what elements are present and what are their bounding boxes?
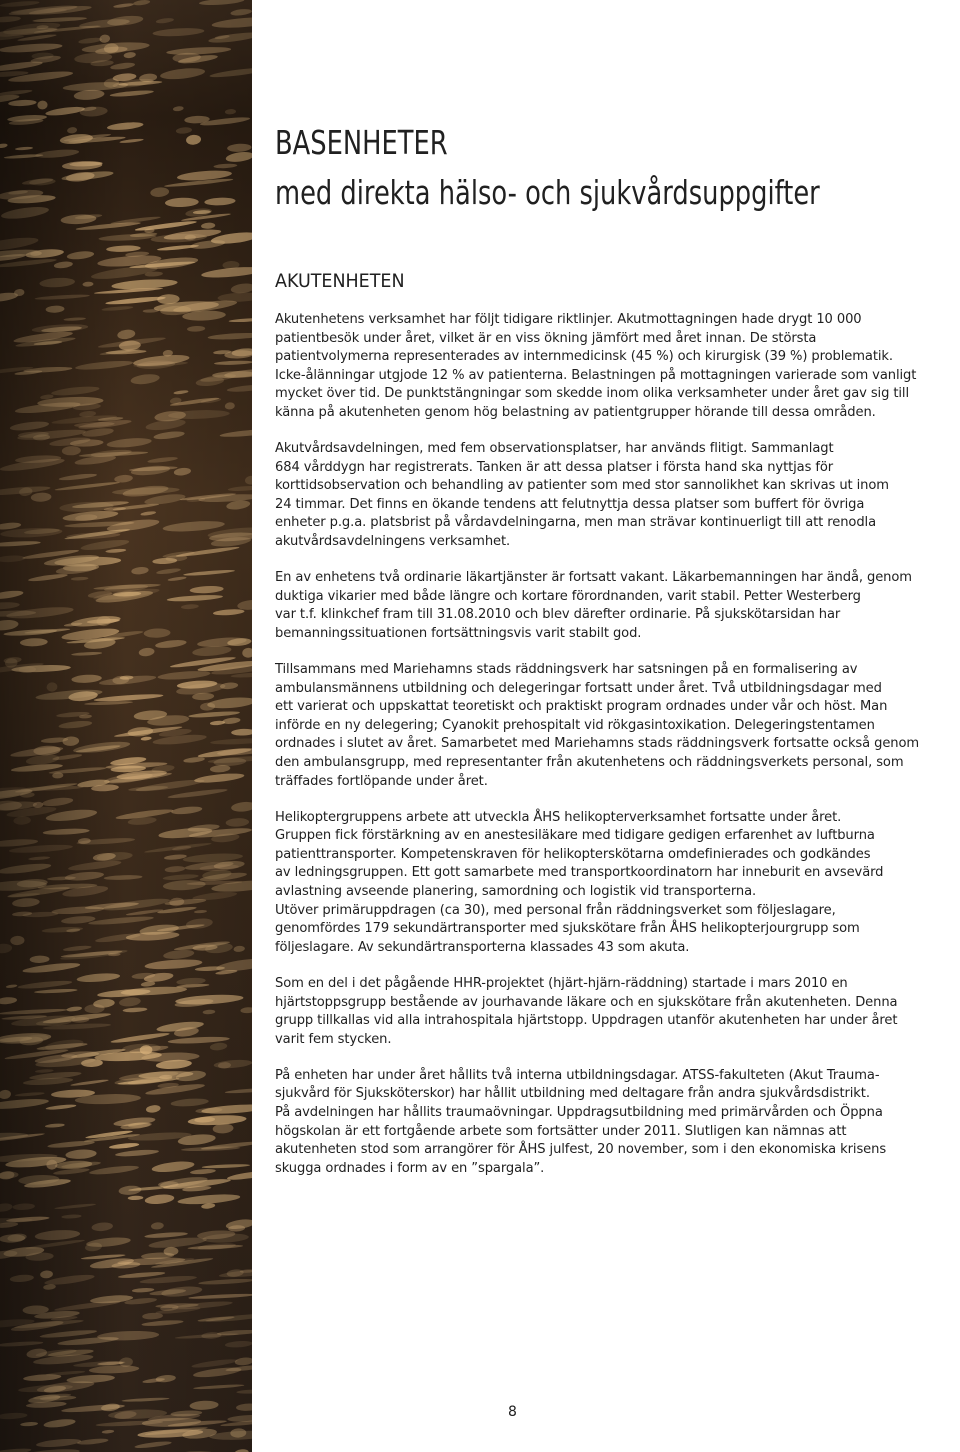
paragraph: Akutenhetens verksamhet har följt tidigare riktlinjer. Akutmottagningen hade drygt 10 000 patientbesök under året, vilket är en viss ökning jämfört med året innan. De största patientvolymerna representerades av internmedicinsk (45 %) och kirurgisk (39 %) problematik. Icke-ålänningar utgjode 12 % av patienterna. Belastningen på mottagningen varierade som vanligt mycket över tid. De punktstängningar som skedde inom olika verksamheter under året gav sig till känna på akutenheten genom hög belastning av patientgrupper hörande till dessa områden.	[275, 312, 917, 420]
title-line-1: BASENHETER	[275, 123, 448, 162]
page-title	[275, 118, 820, 218]
water-photo	[0, 0, 252, 1452]
title-line-2: med direkta hälso- och sjukvårdsuppgifter	[275, 173, 820, 212]
paragraph: Som en del i det pågående HHR-projektet (hjärt-hjärn-räddning) startade i mars 2010 en hjärtstoppsgrupp bestående av jourhavande läkare och en sjukskötare från akutenheten. Denna grupp tillkallas vid alla intrahospitala hjärtstopp. Uppdragen utanför akutenheten har under året varit fem stycken.	[275, 975, 898, 1047]
page-number: 8	[508, 1404, 517, 1420]
paragraph: Tillsammans med Mariehamns stads räddningsverk har satsningen på en formalisering av ambulansmännens utbildning och delegeringar fortsatt under året. Två utbildningsdagar med ett varierat och uppskattat teoretiskt och praktiskt program ordnades under vår och höst. Man införde en ny delegering; Cyanokit prehospitalt vid rökgasintoxikation. Delegeringstentamen ordnades i slutet av året. Samarbetet med Mariehamns stads räddningsverk fortsatte också genom den ambulansgrupp, med representanter från akutenhetens och räddningsverkets personal, som träffades fortlöpande under året.	[275, 662, 920, 789]
paragraph: Helikoptergruppens arbete att utveckla ÅHS helikopterverksamhet fortsatte under året. Gruppen fick förstärkning av en anestesiläkare med tidigare gedigen erfarenhet av luftburna patienttransporter. Kompetenskraven för helikopterskötarna omdefinierades och godkändes av ledningsgruppen. Ett gott samarbete med transportkoordinatorn har inneburit en avsevärd avlastning avseende planering, samordning och logistik vid transporterna. Utöver primäruppdragen (ca 30), med personal från räddningsverket som följeslagare, genomfördes 179 sekundärtransporter med sjukskötare från ÅHS helikopterjourgrupp som följeslagare. Av sekundärtransporterna klassades 43 som akuta.	[275, 809, 884, 955]
paragraph: Akutvårdsavdelningen, med fem observationsplatser, har används flitigt. Sammanlagt 684 vårddygn har registrerats. Tanken är att dessa platser i första hand ska nyttjas för korttidsobservation och behandling av patienter som med stor sannolikhet kan skrivas ut inom 24 timmar. Det finns en ökande tendens att felutnyttja dessa platser som buffert för övriga enheter p.g.a. platsbrist på vårdavdelningarna, men man strävar kontinuerligt till att renodla akutvårdsavdelningens verksamhet.	[275, 441, 889, 550]
section-heading: AKUTENHETEN	[275, 270, 405, 292]
paragraph: En av enhetens två ordinarie läkartjänster är fortsatt vakant. Läkarbemanningen har ändå, genom duktiga vikarier med både längre och kortare förordnanden, varit stabil. Petter Westerberg var t.f. klinkchef fram till 31.08.2010 och blev därefter ordinarie. På sjukskötarsidan har bemanningssituationen fortsättningsvis varit stabilt god.	[275, 570, 912, 641]
body-text	[275, 311, 960, 1196]
water-photo-svg	[0, 0, 252, 1452]
paragraph: På enheten har under året hållits två interna utbildningsdagar. ATSS-fakulteten (Akut Trauma- sjukvård för Sjuksköterskor) har hållit utbildning med deltagare från andra sjukvårdsdistrikt. På avdelningen har hållits traumaövningar. Uppdragsutbildning med primärvården och Öppna högskolan är ett fortgående arbete som fortsätter under 2011. Slutligen kan nämnas att akutenheten stod som arrangörer för ÅHS julfest, 20 november, som i den ekonomiska krisens skugga ordnades i form av en ”spargala”.	[275, 1067, 887, 1176]
water-shade	[0, 0, 252, 1452]
